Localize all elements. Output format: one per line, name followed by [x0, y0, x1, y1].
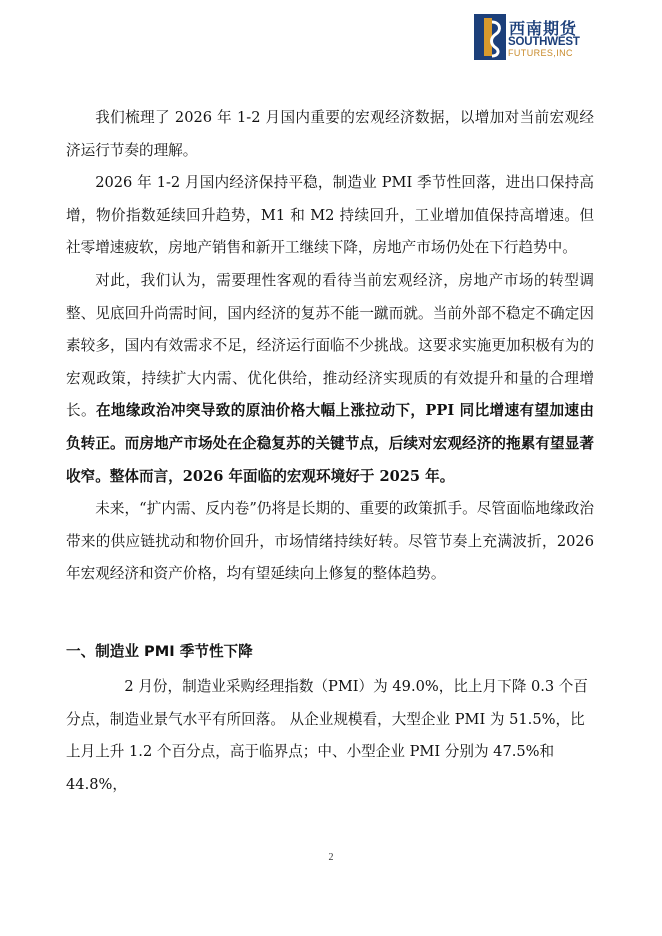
logo-mark-icon — [474, 14, 506, 60]
paragraph-4: 未来，“扩内需、反内卷”仍将是长期的、重要的政策抓手。尽管面临地缘政治带来的供应链扰动和物价回升，市场情绪持续好转。尽管节奏上充满波折，2026 年宏观经济和资产价格，均有望延续向上修复的整体趋势。 — [66, 500, 594, 583]
paragraph-3 — [66, 265, 594, 493]
paragraph-3-bold-text: 在地缘政治冲突导致的原油价格大幅上涨拉动下，PPI 同比增速有望加速由负转正。而房地产市场处在企稳复苏的关键节点，后续对宏观经济的拖累有望显著收窄。整体而言，2026 年面临的宏观环境好于 2025 年。 — [66, 402, 594, 485]
page-number: 2 — [328, 852, 334, 863]
paragraph-2: 2026 年 1-2 月国内经济保持平稳，制造业 PMI 季节性回落，进出口保持高增，物价指数延续回升趋势，M1 和 M2 持续回升，工业增加值保持高增速。但社零增速疲软，房地产销售和新开工继续下降，房地产市场仍处在下行趋势中。 — [66, 174, 594, 257]
logo-name-cn: 西南期货 — [509, 19, 578, 38]
paragraph-3-text: 对此，我们认为，需要理性客观的看待当前宏观经济，房地产市场的转型调整、见底回升尚需时间，国内经济的复苏不能一蹴而就。当前外部不稳定不确定因素较多，国内有效需求不足，经济运行面临不少挑战。这要求实施更加积极有为的宏观政策，持续扩大内需、优化供给，推动经济实现质的有效提升和量的合理增长。 — [66, 271, 594, 420]
company-logo — [474, 14, 624, 60]
logo-name-en-sub: FUTURES,INC — [508, 48, 573, 58]
section-heading: 一、制造业 PMI 季节性下降 — [66, 642, 253, 660]
document-body — [66, 102, 594, 801]
paragraph-1: 我们梳理了 2026 年 1-2 月国内重要的宏观经济数据，以增加对当前宏观经济运行节奏的理解。 — [66, 109, 594, 159]
logo-name-en: SOUTHWEST — [508, 36, 580, 48]
section-paragraph: 2 月份，制造业采购经理指数（PMI）为 49.0%，比上月下降 0.3 个百分点，制造业景气水平有所回落。 从企业规模看，大型企业 PMI 为 51.5%，比上月上升 1.2 个百分点，高于临界点；中、小型企业 PMI 分别为 47.5%和 44.8%， — [66, 677, 588, 793]
